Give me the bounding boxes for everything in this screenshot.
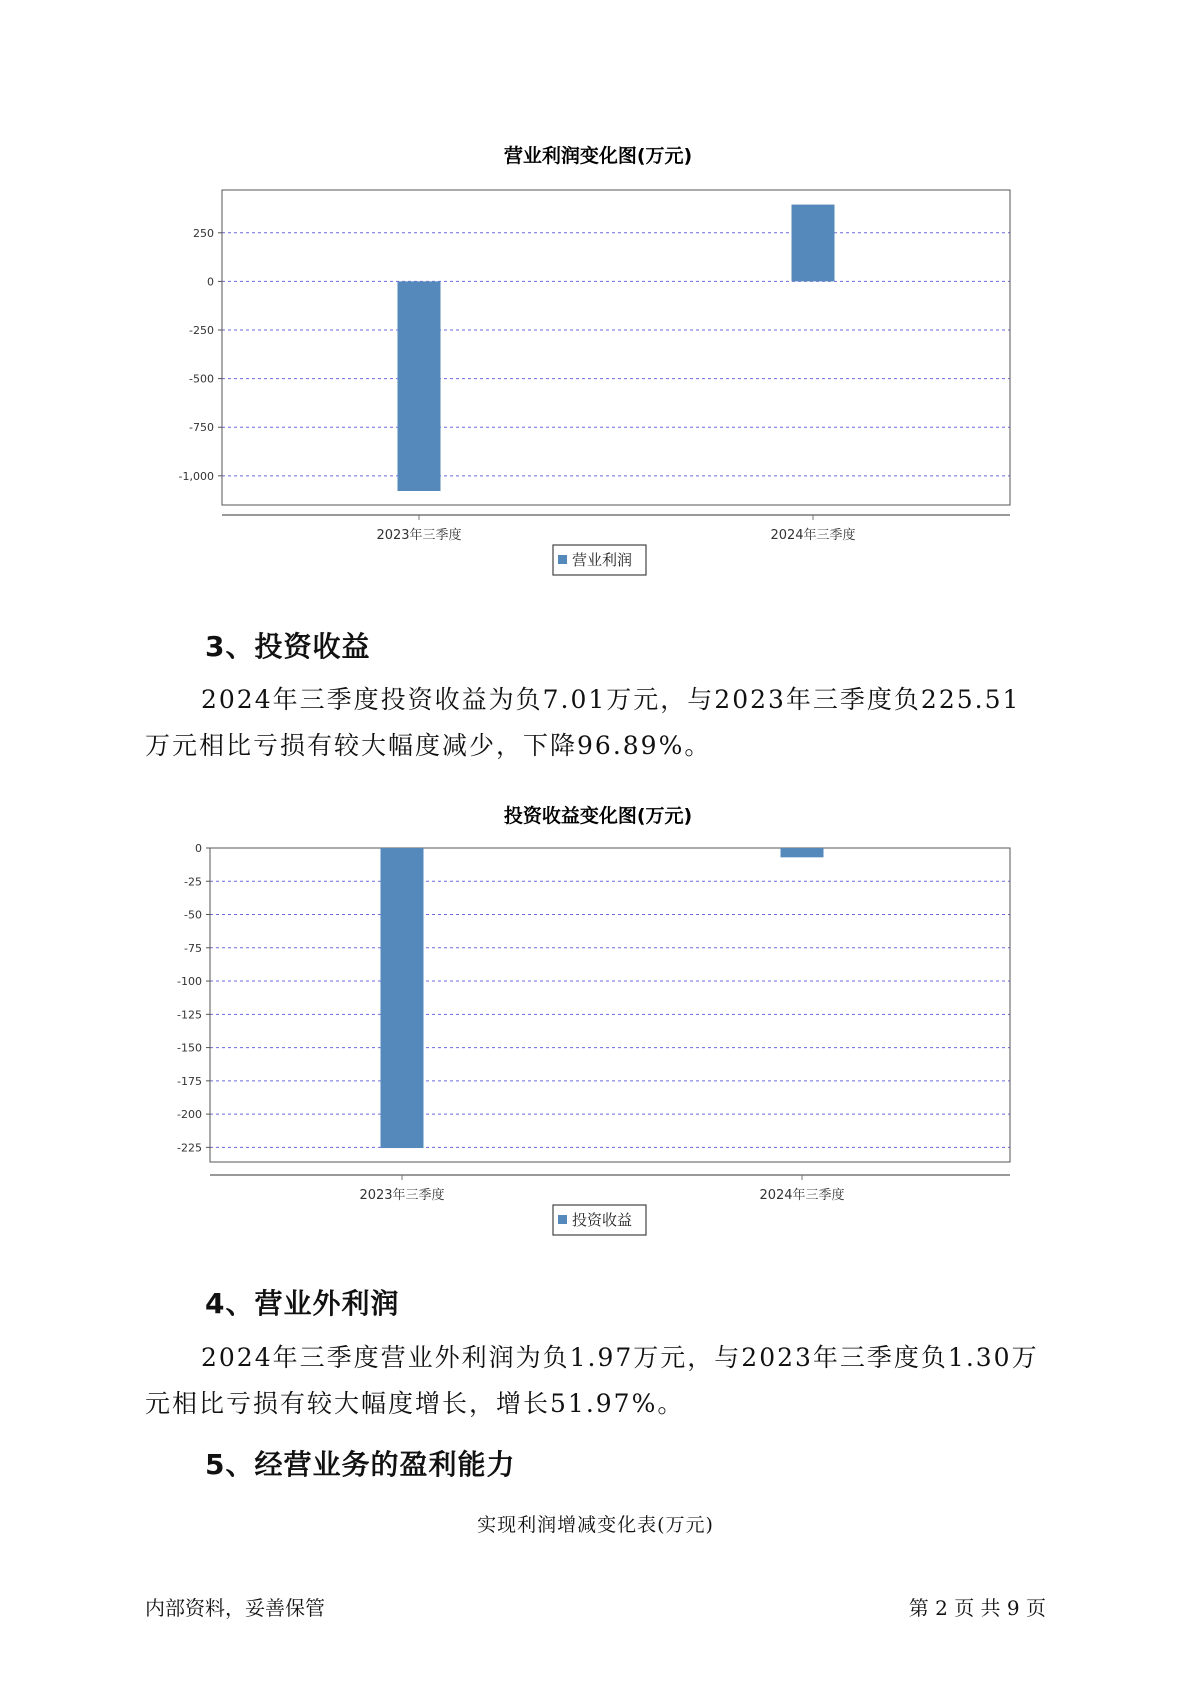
- plot-area-border: [222, 190, 1010, 505]
- footer-page-number: 第 2 页 共 9 页: [908, 1596, 1046, 1620]
- y-tick-label: -25: [184, 875, 202, 889]
- y-tick-label: -50: [184, 908, 202, 922]
- section-paragraph-investment-income: [145, 677, 1045, 769]
- bar-2: [792, 205, 835, 282]
- legend-swatch: [558, 1215, 567, 1224]
- investment-income-chart-svg: [0, 790, 1191, 1260]
- section-heading-profitability: 5、经营业务的盈利能力: [205, 1448, 516, 1481]
- chart-legend: [553, 545, 646, 575]
- legend-swatch: [558, 555, 567, 564]
- paragraph-text: 2024年三季度投资收益为负7.01万元，与2023年三季度负225.51万元相比亏损有较大幅度减少，下降96.89%。: [145, 685, 1021, 760]
- y-tick-label: -125: [177, 1008, 202, 1022]
- bar-1: [381, 848, 424, 1148]
- x-tick-label: 2024年三季度: [770, 528, 856, 543]
- x-tick-label: 2023年三季度: [359, 1188, 445, 1203]
- investment-income-chart: [0, 790, 1191, 1260]
- chart-title: 投资收益变化图(万元): [503, 805, 693, 827]
- section-heading-non-operating-profit: 4、营业外利润: [205, 1287, 400, 1320]
- operating-profit-chart: [0, 130, 1191, 600]
- table-caption: 实现利润增减变化表(万元): [477, 1514, 714, 1536]
- y-tick-label: -100: [177, 975, 202, 989]
- chart-title: 营业利润变化图(万元): [503, 145, 693, 167]
- plot-area-border: [210, 848, 1010, 1162]
- operating-profit-chart-svg: [0, 130, 1191, 600]
- section-paragraph-non-operating-profit: [145, 1335, 1045, 1427]
- y-tick-label: -75: [184, 941, 202, 955]
- bar-1: [398, 281, 441, 491]
- bar-2: [781, 848, 824, 857]
- y-tick-label: -500: [189, 372, 214, 386]
- y-tick-label: -250: [189, 324, 214, 337]
- legend-label: 投资收益: [572, 1211, 633, 1229]
- x-tick-label: 2023年三季度: [376, 528, 462, 543]
- x-tick-label: 2024年三季度: [759, 1188, 845, 1203]
- section-heading-investment-income: 3、投资收益: [205, 630, 371, 663]
- y-tick-label: 0: [195, 842, 202, 855]
- y-tick-label: -1,000: [178, 469, 214, 483]
- y-tick-label: -175: [177, 1074, 202, 1088]
- y-tick-label: 250: [193, 226, 214, 240]
- y-tick-label: -750: [189, 421, 214, 435]
- chart-legend: [553, 1205, 646, 1235]
- y-tick-label: -200: [177, 1108, 202, 1122]
- y-tick-label: 0: [207, 275, 214, 289]
- y-tick-label: -225: [177, 1141, 202, 1155]
- paragraph-text: 2024年三季度营业外利润为负1.97万元，与2023年三季度负1.30万元相比亏损有较大幅度增长，增长51.97%。: [145, 1343, 1039, 1418]
- footer-left: 内部资料，妥善保管: [145, 1596, 325, 1620]
- y-tick-label: -150: [177, 1041, 202, 1055]
- legend-label: 营业利润: [572, 551, 633, 569]
